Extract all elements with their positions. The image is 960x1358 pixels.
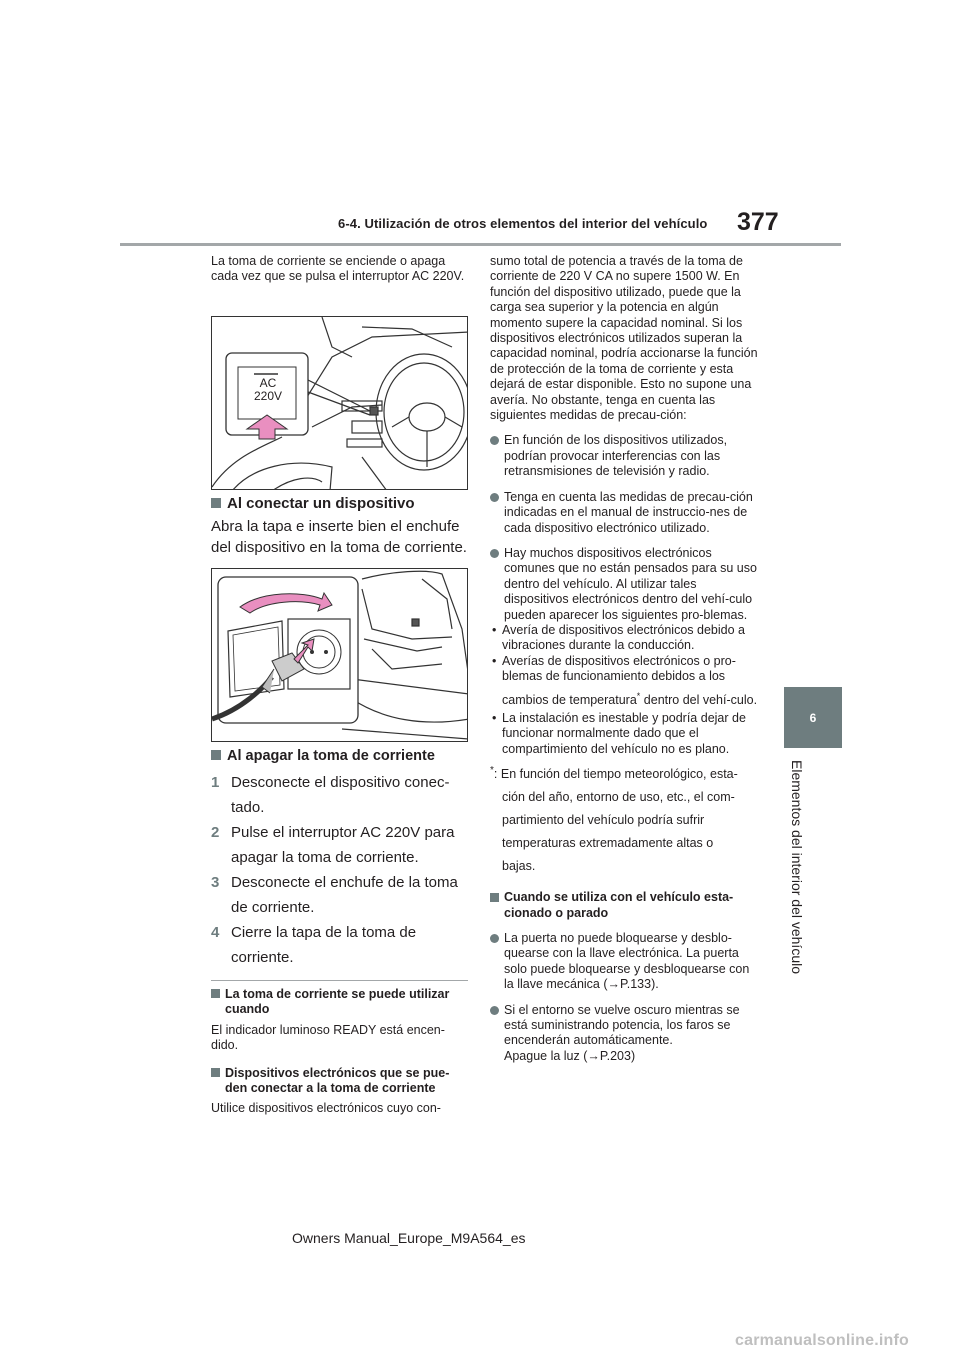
step-text: corriente. xyxy=(231,949,294,966)
connect-heading-text: Al conectar un dispositivo xyxy=(227,495,415,512)
continuation-text: sumo total de potencia a través de la toma de corriente de 220 V CA no supere 1500 W. En función del dispositivo utilizado, puede que la carga sea superior y la potencia en algún momento supere la capacidad nominal. Si los dispositivos electrónicos utilizados superan la capacidad nominal, podría accionarse la función de protección de la toma de corriente y esta dejará de estar disponible. Esto no supone una avería. No obstante, tenga en cuenta las siguientes medidas de precau-ción: xyxy=(490,254,758,423)
figure-ac220v-switch xyxy=(211,316,468,490)
footnote xyxy=(490,759,762,878)
sub-bullet-text: Averías de dispositivos electrónicos o pro-blemas de funcionamiento debidos a los xyxy=(502,653,736,684)
step-text: Desconecte el dispositivo conec- xyxy=(231,774,450,791)
notes-block xyxy=(211,987,471,1117)
bullet-text: Tenga en cuenta las medidas de precau-ción indicadas en el manual de instruccio-nes de cada dispositivo electrónico utilizado. xyxy=(504,489,753,535)
note1-heading-line: La toma de corriente se puede utilizar xyxy=(225,987,450,1001)
sub-bullet-text: cambios de temperatura xyxy=(502,692,637,707)
notes-divider xyxy=(211,980,468,981)
stopped-heading-text: Cuando se utiliza con el vehículo esta-cionado o parado xyxy=(504,890,734,920)
footnote-line: ción del año, entorno de uso, etc., el com- xyxy=(502,790,735,805)
trunk-illustration xyxy=(212,569,468,742)
watermark: carmanualsonline.info xyxy=(735,1332,910,1349)
ac-label-line1: AC xyxy=(259,376,277,390)
step-number: 1 xyxy=(211,774,220,791)
note1-text xyxy=(211,1023,471,1054)
steps-list xyxy=(211,770,473,970)
stopped-heading xyxy=(490,890,762,921)
step-number: 3 xyxy=(211,874,220,891)
sub-bullet-text: dentro del vehí-culo. xyxy=(640,692,758,707)
bullet-item xyxy=(490,1003,762,1065)
bullet-text: Si el entorno se vuelve oscuro mientras se está suministrando potencia, los faros se encenderán automáticamente. xyxy=(504,1002,740,1048)
step-text: Cierre la tapa de la toma de xyxy=(231,924,417,941)
dashboard-illustration xyxy=(212,317,468,490)
note1-text-line: El indicador luminoso READY está encen- xyxy=(211,1022,445,1037)
footnote-line: bajas. xyxy=(502,859,536,874)
connect-text: Abra la tapa e inserte bien el enchufe del dispositivo en la toma de corriente. xyxy=(211,518,467,556)
bullet-item xyxy=(490,546,762,623)
off-heading-text: Al apagar la toma de corriente xyxy=(227,748,435,764)
step-item xyxy=(211,770,473,820)
note1-heading xyxy=(211,987,471,1018)
note2-heading-line: den conectar a la toma de corriente xyxy=(225,1081,436,1096)
heading-marker-icon xyxy=(211,1068,220,1077)
footnote-line: temperaturas extremadamente altas o xyxy=(502,836,714,851)
step-number: 2 xyxy=(211,824,220,841)
bullet-dot-icon xyxy=(490,934,499,943)
note2-text: Utilice dispositivos electrónicos cuyo con- xyxy=(211,1101,441,1116)
step-item xyxy=(211,820,473,870)
chapter-tab xyxy=(784,687,842,748)
off-heading xyxy=(211,748,435,764)
chapter-number: 6 xyxy=(809,710,817,725)
right-column xyxy=(490,254,762,1064)
bullet-dot-icon xyxy=(490,1006,499,1015)
note2-heading-line: Dispositivos electrónicos que se pue- xyxy=(225,1065,450,1080)
header-rule xyxy=(120,243,841,246)
bullet-item xyxy=(490,931,762,993)
chapter-label-text: Elementos del interior del vehículo xyxy=(789,759,806,975)
step-text: apagar la toma de corriente. xyxy=(231,849,419,866)
bullet-dot-icon xyxy=(490,436,499,445)
bullet-text: La puerta no puede bloquearse y desblo-quearse con la llave electrónica. La puerta solo puede bloquearse y desbloquearse con la llave mecánica (→P.133). xyxy=(504,930,750,992)
sub-bullet-item xyxy=(490,654,762,711)
heading-marker-icon xyxy=(211,989,220,998)
intro-text: La toma de corriente se enciende o apaga cada vez que se pulsa el interruptor AC 220V. xyxy=(211,254,465,284)
bullet-item xyxy=(490,490,762,536)
footnote-line: partimiento del vehículo podría sufrir xyxy=(502,813,705,828)
step-text: Pulse el interruptor AC 220V para xyxy=(231,824,455,841)
bullet-text: Hay muchos dispositivos electrónicos comunes que no están pensados para su uso dentro del vehículo. Al utilizar tales dispositivos electrónicos dentro del vehí-culo pueden aparecer los siguientes pro-blemas. xyxy=(504,545,757,622)
sub-bullet-item: • Avería de dispositivos electrónicos debido a vibraciones durante la conducción. xyxy=(490,623,762,654)
step-item xyxy=(211,870,473,920)
bullet-dot-icon xyxy=(490,549,499,558)
chapter-label xyxy=(787,752,807,982)
bullet-dot-icon xyxy=(490,493,499,502)
heading-marker-icon xyxy=(211,498,221,508)
lights-off-text: Apague la luz (→P.203) xyxy=(504,1048,636,1063)
ac-label xyxy=(250,377,286,403)
heading-marker-icon xyxy=(211,750,221,760)
step-text: de corriente. xyxy=(231,899,315,916)
footnote-mark: * xyxy=(490,764,494,776)
step-number: 4 xyxy=(211,924,220,941)
note2-heading xyxy=(211,1066,471,1097)
bullet-item xyxy=(490,433,762,479)
heading-marker-icon xyxy=(490,893,499,902)
section-title: 6-4. Utilización de otros elementos del interior del vehículo xyxy=(338,216,708,231)
sub-bullet-item: • La instalación es inestable y podría dejar de funcionar normalmente dado que el compartimiento del vehículo no es plano. xyxy=(490,711,762,757)
footnote-star: * xyxy=(636,690,641,701)
note1-heading-line: cuando xyxy=(225,1002,270,1017)
manual-id: Owners Manual_Europe_M9A564_es xyxy=(292,1230,526,1246)
ac-label-line2: 220V xyxy=(253,389,283,403)
bullet-text: En función de los dispositivos utilizados, podrían provocar interferencias con las retransmisiones de televisión y radio. xyxy=(504,433,728,479)
step-text: tado. xyxy=(231,799,265,816)
note1-text-line: dido. xyxy=(211,1038,239,1053)
footnote-line: : En función del tiempo meteorológico, esta- xyxy=(493,767,738,782)
page-number: 377 xyxy=(737,208,779,236)
figure-trunk-outlet xyxy=(211,568,468,742)
connect-heading xyxy=(211,495,415,512)
step-item xyxy=(211,920,473,970)
step-text: Desconecte el enchufe de la toma xyxy=(231,874,458,891)
